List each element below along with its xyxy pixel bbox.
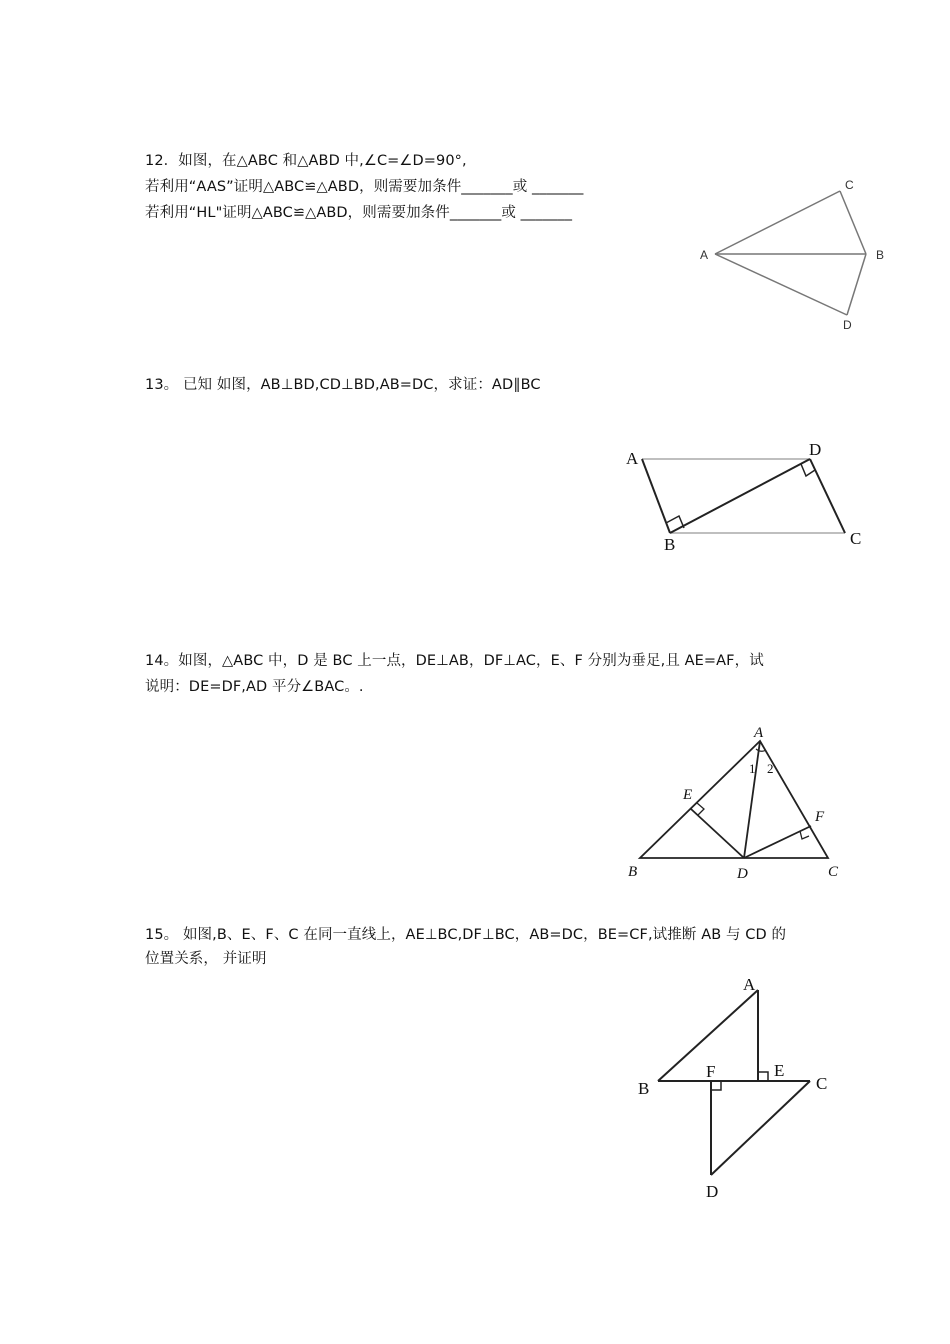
q14-right-angle-e <box>697 803 704 815</box>
q14-label-angle-2: 2 <box>767 761 774 776</box>
q15-label-b: B <box>638 1079 650 1098</box>
q14-label-f: F <box>815 809 825 825</box>
q14-line-2: 说明：DE=DF,AD 平分∠BAC。. <box>145 679 364 695</box>
q14-label-c: C <box>828 864 839 880</box>
q15-right-angle-e <box>758 1072 768 1081</box>
q13-label-b: B <box>664 535 676 554</box>
q15-label-e: E <box>774 1061 785 1080</box>
q12-label-d: D <box>843 318 852 332</box>
q14-seg-ad <box>744 741 760 858</box>
q14-triangle-abc <box>640 741 828 858</box>
q14-label-b: B <box>628 864 638 880</box>
q12-label-b: B <box>876 248 885 262</box>
q13-seg-bd <box>670 459 810 533</box>
q13-seg-ab <box>642 459 670 533</box>
q14-seg-df <box>744 826 811 858</box>
q14-label-a: A <box>754 725 764 741</box>
q14-label-d: D <box>737 866 748 882</box>
q12-line-3: 若利用“HL"证明△ABC≌△ABD，则需要加条件_______或 _______ <box>145 205 573 221</box>
q15-figure <box>625 972 845 1202</box>
q15-label-f: F <box>706 1062 716 1081</box>
q15-line-1: 15。 如图,B、E、F、C 在同一直线上，AE⊥BC,DF⊥BC，AB=DC，BE=CF,试推断 AB 与 CD 的 <box>145 927 787 943</box>
q12-line-1: 12．如图，在△ABC 和△ABD 中,∠C=∠D=90°, <box>145 153 467 169</box>
q13-line-1: 13。 已知 如图，AB⊥BD,CD⊥BD,AB=DC，求证：AD∥BC <box>145 377 541 393</box>
q14-right-angle-f <box>800 831 809 839</box>
q14-figure <box>620 722 850 887</box>
q14-label-angle-1: 1 <box>749 761 756 776</box>
q12-seg-ad <box>715 254 847 315</box>
q12-line-2: 若利用“AAS”证明△ABC≌△ABD，则需要加条件_______或 _______ <box>145 179 584 195</box>
q12-seg-ac <box>715 191 840 254</box>
q15-label-c: C <box>816 1074 828 1093</box>
q13-figure <box>620 440 870 555</box>
q14-line-1: 14。如图，△ABC 中，D 是 BC 上一点，DE⊥AB，DF⊥AC，E、F 分别为垂足,且 AE=AF，试 <box>145 653 764 669</box>
q13-seg-dc <box>810 459 845 533</box>
q13-label-c: C <box>850 529 862 548</box>
q12-seg-db <box>847 254 866 315</box>
q12-seg-cb <box>840 191 866 254</box>
q13-label-a: A <box>626 449 639 468</box>
q14-seg-de <box>691 809 744 858</box>
q12-label-c: C <box>845 178 854 192</box>
q15-seg-dc <box>711 1081 810 1175</box>
q15-label-a: A <box>743 975 756 994</box>
q15-line-2: 位置关系， 并证明 <box>145 951 267 967</box>
q12-figure <box>690 170 900 340</box>
q15-right-angle-f <box>711 1081 721 1090</box>
q12-label-a: A <box>700 248 709 262</box>
q13-label-d: D <box>809 440 822 459</box>
q15-label-d: D <box>706 1182 719 1201</box>
q14-label-e: E <box>683 787 693 803</box>
